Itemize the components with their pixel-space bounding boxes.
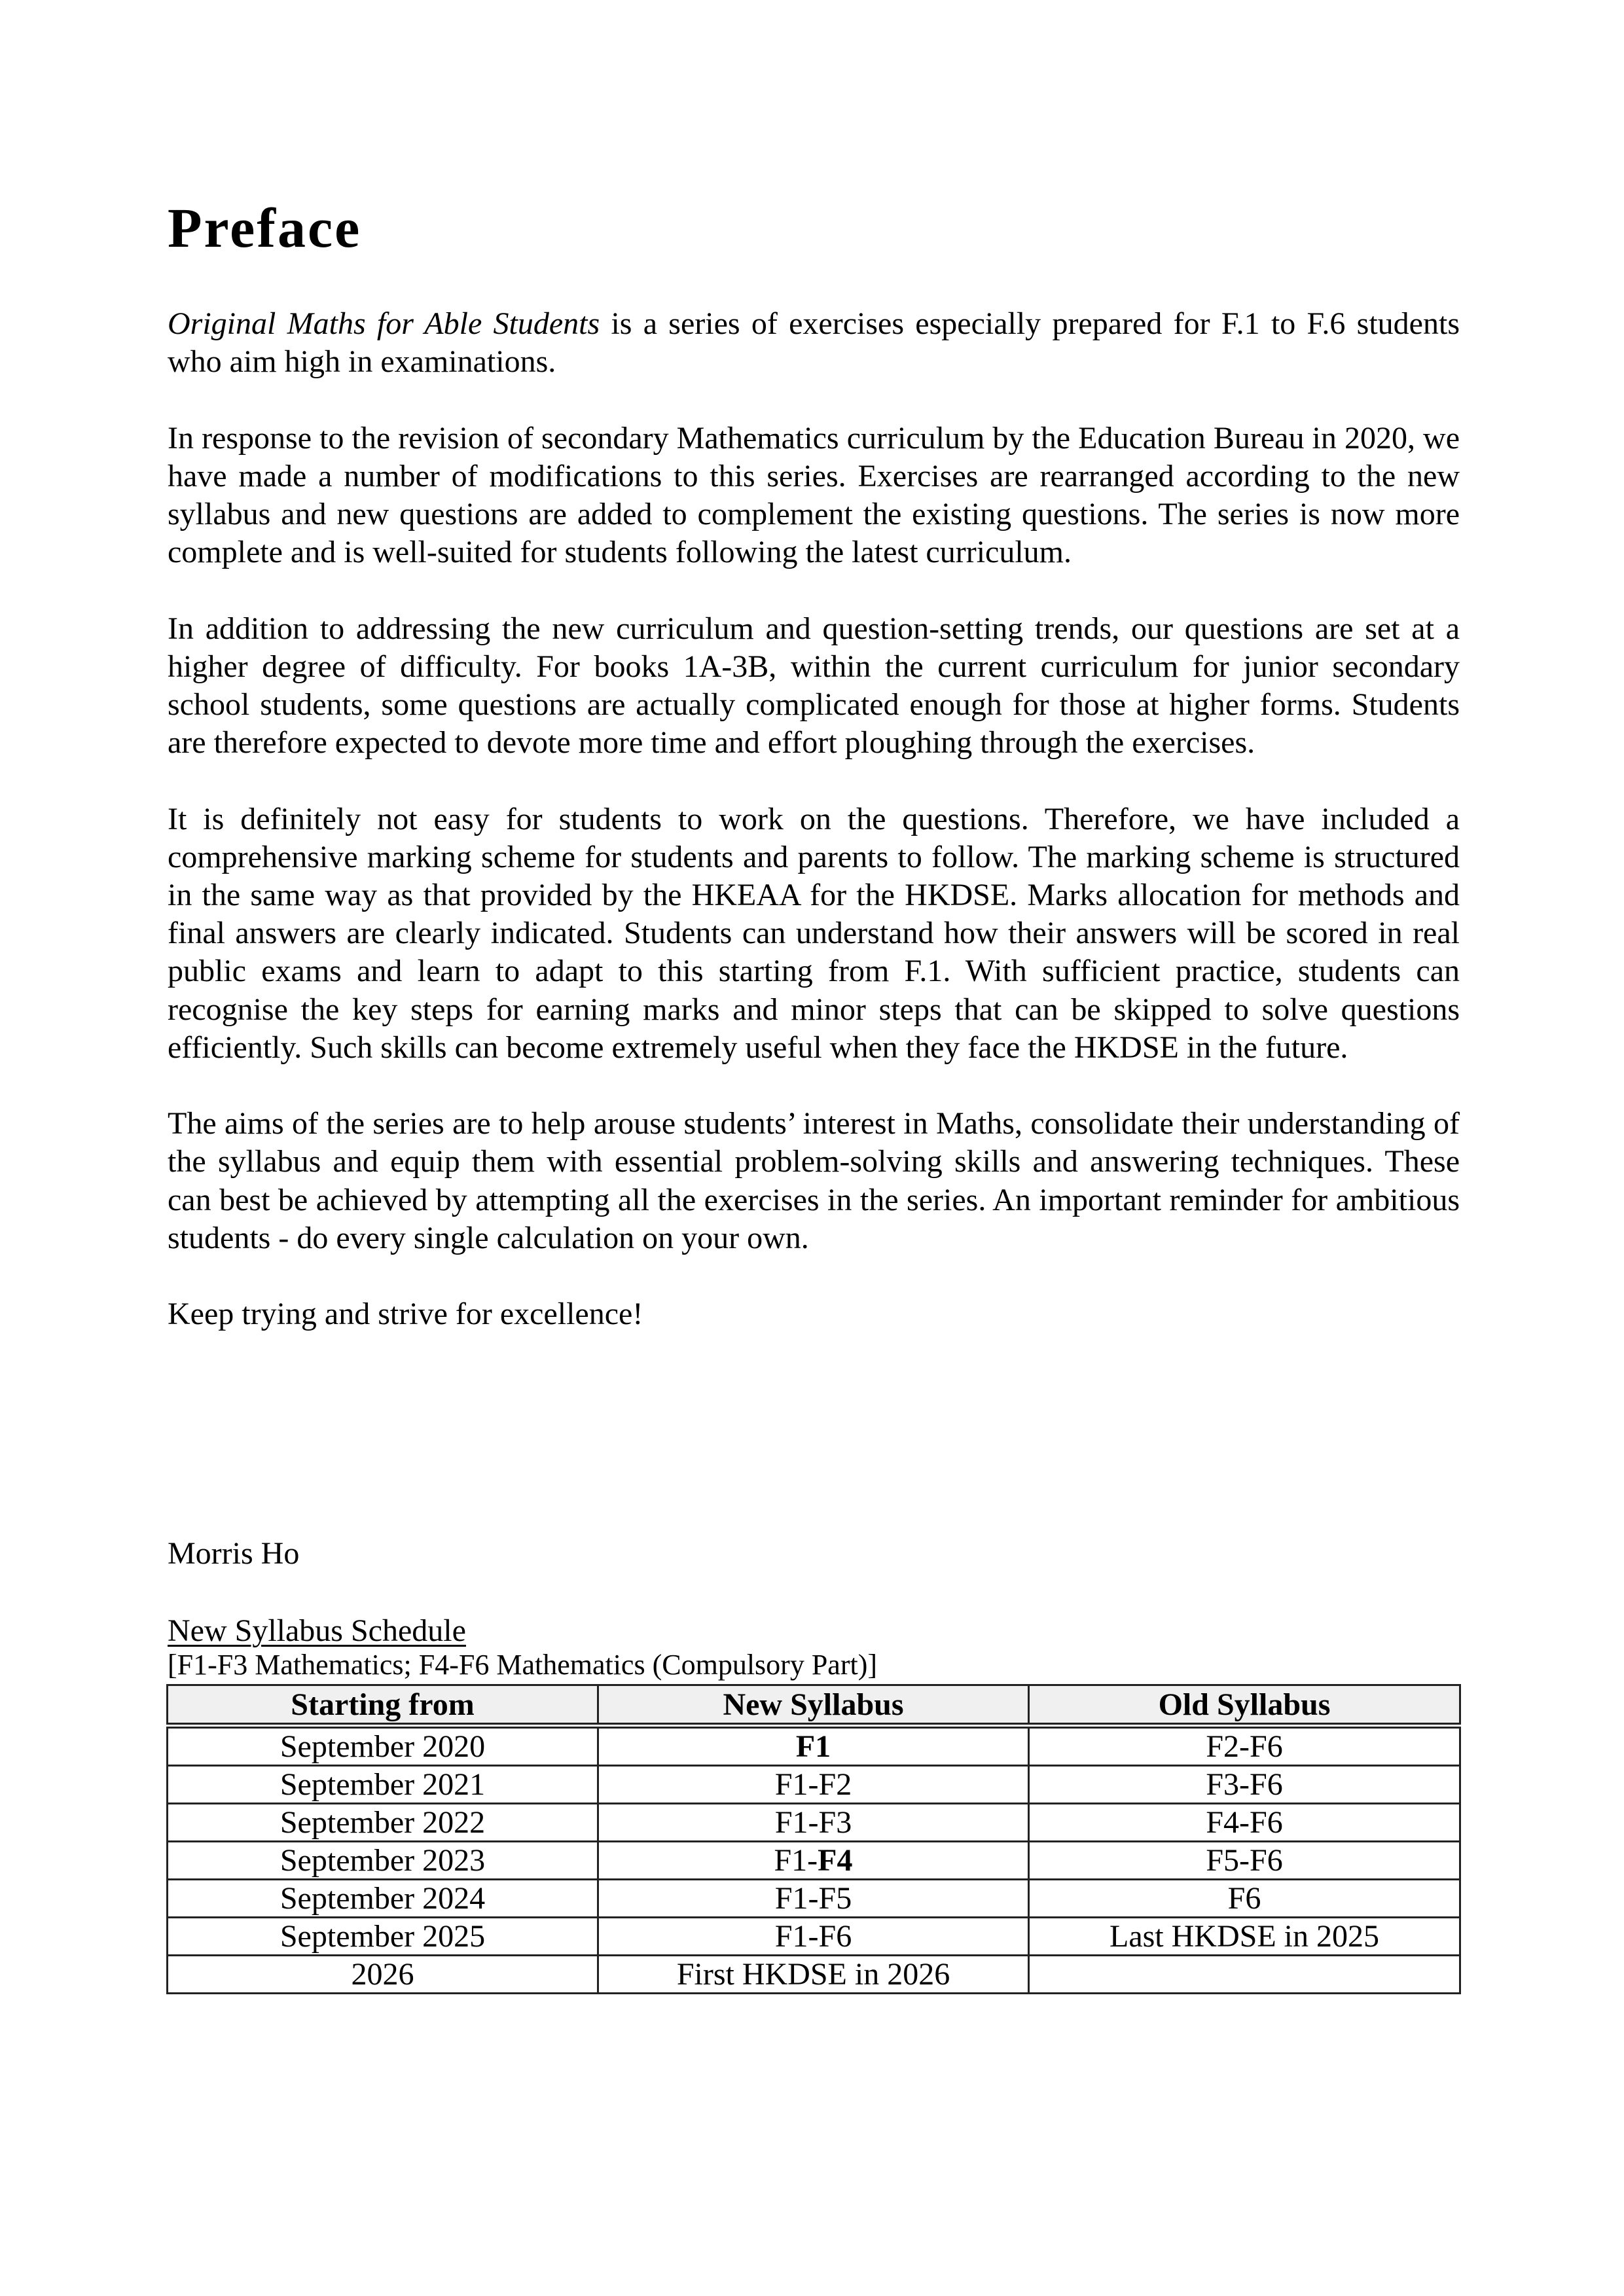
cell-starting-from: September 2021 bbox=[168, 1766, 598, 1804]
cell-starting-from: September 2020 bbox=[168, 1726, 598, 1766]
column-header-new-syllabus: New Syllabus bbox=[598, 1685, 1029, 1726]
cell-new-syllabus: F1-F3 bbox=[598, 1804, 1029, 1842]
paragraph-difficulty bbox=[168, 610, 1460, 762]
cell-starting-from: September 2023 bbox=[168, 1842, 598, 1880]
table-row bbox=[168, 1766, 1460, 1804]
cell-old-syllabus: F3-F6 bbox=[1029, 1766, 1460, 1804]
paragraph-intro bbox=[168, 305, 1460, 381]
cell-new-syllabus: F1-F5 bbox=[598, 1880, 1029, 1918]
cell-old-syllabus: F5-F6 bbox=[1029, 1842, 1460, 1880]
paragraph-text: In addition to addressing the new curriculum and question-setting trends, our questions are set at a higher degree of difficulty. For books 1A-3B, within the current curriculum for junior secondary school students, some questions are actually complicated enough for those at higher forms. Students are therefore expected to devote more time and effort ploughing through the exercises. bbox=[168, 611, 1460, 761]
syllabus-schedule-table bbox=[166, 1684, 1461, 1994]
author-signature: Morris Ho bbox=[168, 1536, 300, 1571]
signoff-text: Keep trying and strive for excellence! bbox=[168, 1297, 643, 1332]
schedule-title: New Syllabus Schedule bbox=[168, 1613, 466, 1648]
table-row bbox=[168, 1918, 1460, 1956]
table-header-row bbox=[168, 1685, 1460, 1726]
cell-new-syllabus: First HKDSE in 2026 bbox=[598, 1956, 1029, 1994]
cell-new-syllabus: F1 bbox=[598, 1726, 1029, 1766]
cell-starting-from: September 2025 bbox=[168, 1918, 598, 1956]
cell-new-syllabus: F1-F2 bbox=[598, 1766, 1029, 1804]
table-row bbox=[168, 1880, 1460, 1918]
column-header-old-syllabus: Old Syllabus bbox=[1029, 1685, 1460, 1726]
cell-old-syllabus: F6 bbox=[1029, 1880, 1460, 1918]
cell-new-syllabus: F1-F6 bbox=[598, 1918, 1029, 1956]
page-title: Preface bbox=[168, 196, 362, 259]
cell-old-syllabus: F2-F6 bbox=[1029, 1726, 1460, 1766]
cell-new-syllabus: F1-F4 bbox=[598, 1842, 1029, 1880]
table-row bbox=[168, 1842, 1460, 1880]
schedule-subtitle: [F1-F3 Mathematics; F4-F6 Mathematics (Compulsory Part)] bbox=[168, 1649, 877, 1681]
cell-old-syllabus: Last HKDSE in 2025 bbox=[1029, 1918, 1460, 1956]
table-row bbox=[168, 1804, 1460, 1842]
paragraph-text: is a series of exercises especially prepared for F.1 to F.6 students who aim high in examinations. bbox=[168, 306, 1460, 380]
cell-starting-from: September 2022 bbox=[168, 1804, 598, 1842]
paragraph-marking-scheme bbox=[168, 800, 1460, 1067]
column-header-starting-from: Starting from bbox=[168, 1685, 598, 1726]
paragraph-text: The aims of the series are to help arouse students’ interest in Maths, consolidate their understanding of the syllabus and equip them with essential problem-solving skills and answering techniques. These can best be achieved by attempting all the exercises in the series. An important reminder for ambitious students - do every single calculation on your own. bbox=[168, 1106, 1460, 1255]
book-series-title: Original Maths for Able Students bbox=[168, 306, 600, 341]
cell-old-syllabus: F4-F6 bbox=[1029, 1804, 1460, 1842]
cell-old-syllabus bbox=[1029, 1956, 1460, 1994]
paragraph-aims bbox=[168, 1105, 1460, 1257]
table-row bbox=[168, 1956, 1460, 1994]
paragraph-text: In response to the revision of secondary Mathematics curriculum by the Education Bureau in 2020, we have made a number of modifications to this series. Exercises are rearranged according to the new syllabus and new questions are added to complement the existing questions. The series is now more complete and is well-suited for students following the latest curriculum. bbox=[168, 420, 1460, 570]
cell-starting-from: September 2024 bbox=[168, 1880, 598, 1918]
preface-body bbox=[168, 305, 1460, 1333]
paragraph-text: It is definitely not easy for students to work on the questions. Therefore, we have included a comprehensive marking scheme for students and parents to follow. The marking scheme is structured in the same way as that provided by the HKEAA for the HKDSE. Marks allocation for methods and final answers are clearly indicated. Students can understand how their answers will be scored in real public exams and learn to adapt to this starting from F.1. With sufficient practice, students can recognise the key steps for earning marks and minor steps that can be skipped to solve questions efficiently. Such skills can become extremely useful when they face the HKDSE in the future. bbox=[168, 801, 1460, 1065]
cell-starting-from: 2026 bbox=[168, 1956, 598, 1994]
table-row bbox=[168, 1726, 1460, 1766]
paragraph-curriculum-revision bbox=[168, 420, 1460, 572]
